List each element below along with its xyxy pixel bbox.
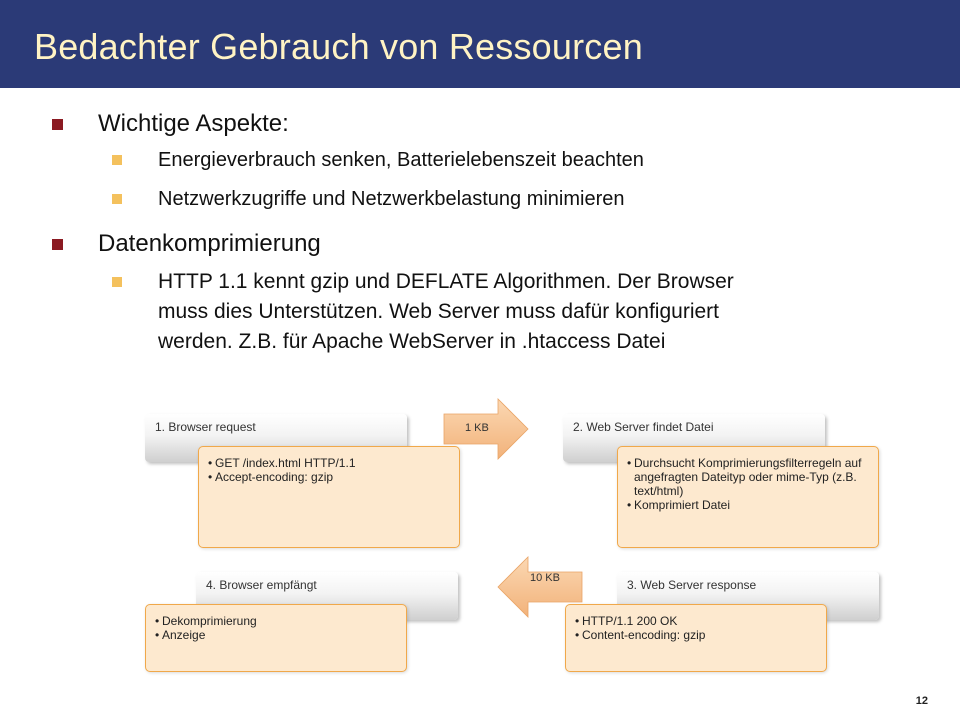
sub-bullet-square-icon xyxy=(112,277,122,287)
request-size-label: 1 KB xyxy=(465,422,489,434)
step-browser-request-details xyxy=(198,446,460,548)
response-size-label: 10 KB xyxy=(530,572,560,584)
step-header: 1. Browser request xyxy=(155,420,256,434)
sub-bullet-square-icon xyxy=(112,155,122,165)
step-browser-receives-details xyxy=(145,604,407,672)
compression-flow-diagram xyxy=(0,380,960,700)
detail-item: • HTTP/1.1 200 OK xyxy=(575,614,826,628)
slide-title: Bedachter Gebrauch von Ressourcen xyxy=(34,26,643,67)
detail-item: • Accept-encoding: gzip xyxy=(208,470,459,484)
step-server-response-details xyxy=(565,604,827,672)
step-server-finds-file-details xyxy=(617,446,879,548)
step-header: 4. Browser empfängt xyxy=(206,578,317,592)
sub-bullet-text: Energieverbrauch senken, Batterielebenszeit beachten xyxy=(158,149,644,171)
detail-item: • GET /index.html HTTP/1.1 xyxy=(208,456,459,470)
detail-item: • Durchsucht Komprimierungsfilterregeln auf angefragten Dateityp oder mime-Typ (z.B. text/html) xyxy=(627,456,868,498)
sub-bullet-square-icon xyxy=(112,194,122,204)
bullet-text: Datenkomprimierung xyxy=(98,230,321,257)
detail-item: • Anzeige xyxy=(155,628,406,642)
sub-bullet-text: HTTP 1.1 kennt gzip und DEFLATE Algorithmen. Der Browser muss dies Unterstützen. Web Server muss dafür konfiguriert werden. Z.B. für Apache WebServer in .htaccess Datei xyxy=(158,270,734,353)
detail-item: • Komprimiert Datei xyxy=(627,498,868,512)
bullet-square-icon xyxy=(52,119,63,130)
bullet-text: Wichtige Aspekte: xyxy=(98,110,289,137)
detail-item: • Dekomprimierung xyxy=(155,614,406,628)
detail-item: • Content-encoding: gzip xyxy=(575,628,826,642)
bullet-square-icon xyxy=(52,239,63,250)
sub-bullet-text: Netzwerkzugriffe und Netzwerkbelastung minimieren xyxy=(158,188,625,210)
step-header: 3. Web Server response xyxy=(627,578,757,592)
page-number: 12 xyxy=(915,695,928,707)
step-header: 2. Web Server findet Datei xyxy=(573,420,714,434)
